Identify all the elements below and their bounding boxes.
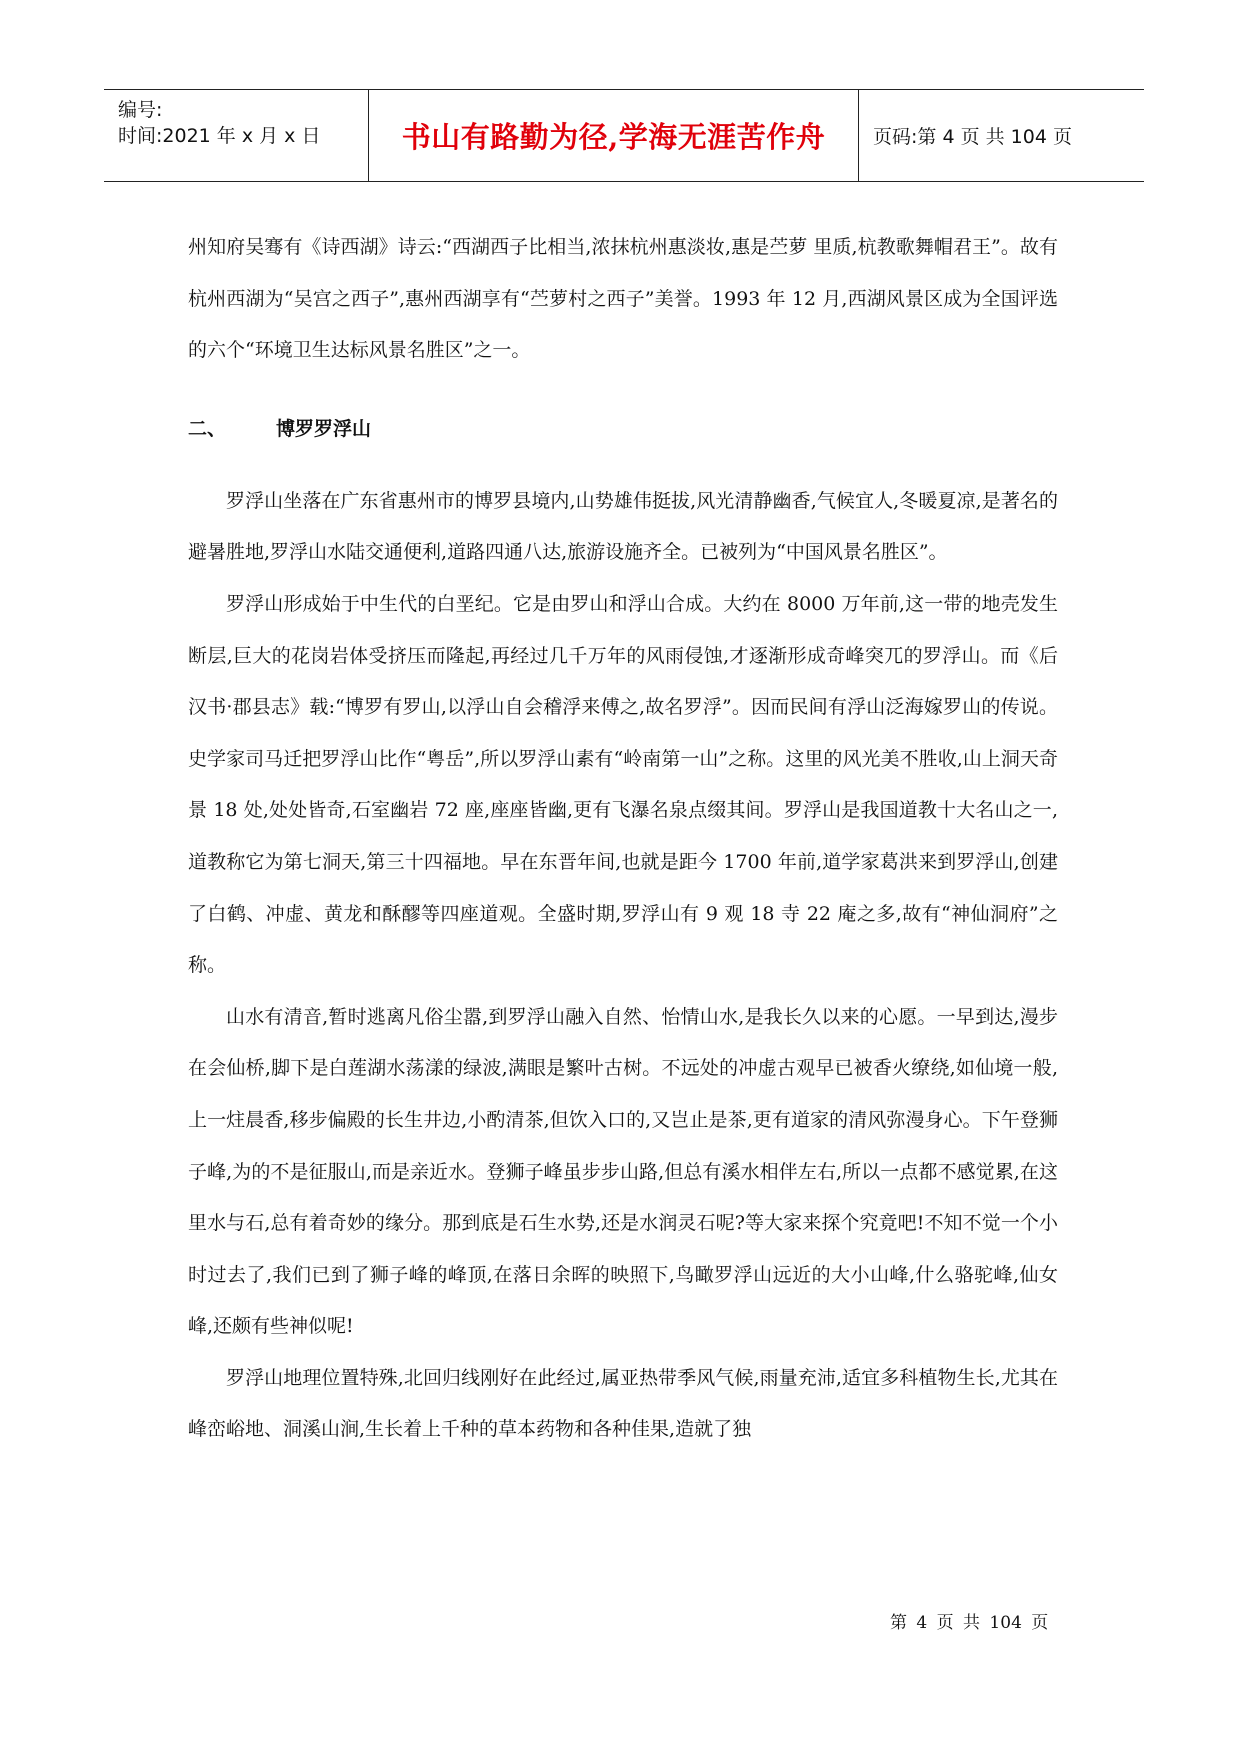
page-header xyxy=(104,89,1144,182)
header-info-cell xyxy=(104,90,369,181)
section-number: 二、 xyxy=(188,418,227,441)
header-page-label: 页码:第 4 页 共 104 页 xyxy=(873,126,1072,148)
page-footer: 第 4 页 共 104 页 xyxy=(890,1613,1049,1633)
section-heading xyxy=(188,385,1058,476)
document-number-label: 编号: xyxy=(118,99,163,121)
paragraph: 罗浮山地理位置特殊,北回归线刚好在此经过,属亚热带季风气候,雨量充沛,适宜多科植物生长,尤其在峰峦峪地、洞溪山涧,生长着上千种的草本药物和各种佳果,造就了独 xyxy=(188,1366,1058,1441)
document-time-label: 时间:2021 年 x 月 x 日 xyxy=(118,125,321,147)
paragraph-continued: 州知府吴骞有《诗西湖》诗云:“西湖西子比相当,浓抹杭州惠淡妆,惠是苎萝 里质,杭教歌舞帽君王”。故有杭州西湖为“吴宫之西子”,惠州西湖享有“苎萝村之西子”美誉。1993 年 12 月,西湖风景区成为全国评选的六个“环境卫生达标风景名胜区”之一。 xyxy=(188,236,1058,362)
section-title: 博罗罗浮山 xyxy=(276,418,372,441)
paragraph: 罗浮山形成始于中生代的白垩纪。它是由罗山和浮山合成。大约在 8000 万年前,这一带的地壳发生断层,巨大的花岗岩体受挤压而隆起,再经过几千万年的风雨侵蚀,才逐渐形成奇峰突兀的罗浮山。而《后汉书·郡县志》载:“博罗有罗山,以浮山自会稽浮来傅之,故名罗浮”。因而民间有浮山泛海嫁罗山的传说。史学家司马迁把罗浮山比作“粤岳”,所以罗浮山素有“岭南第一山”之称。这里的风光美不胜收,山上洞天奇景 18 处,处处皆奇,石室幽岩 72 座,座座皆幽,更有飞瀑名泉点缀其间。罗浮山是我国道教十大名山之一,道教称它为第七洞天,第三十四福地。早在东晋年间,也就是距今 1700 年前,道学家葛洪来到罗浮山,创建了白鹤、冲虚、黄龙和酥醪等四座道观。全盛时期,罗浮山有 9 观 18 寺 22 庵之多,故有“神仙洞府”之称。 xyxy=(188,592,1058,977)
document-body xyxy=(188,222,1058,1456)
header-motto: 书山有路勤为径,学海无涯苦作舟 xyxy=(401,120,826,154)
header-page-cell xyxy=(859,90,1144,181)
paragraph: 山水有清音,暂时逃离凡俗尘嚣,到罗浮山融入自然、怡情山水,是我长久以来的心愿。一早到达,漫步在会仙桥,脚下是白莲湖水荡漾的绿波,满眼是繁叶古树。不远处的冲虚古观早已被香火缭绕,如仙境一般,上一炷晨香,移步偏殿的长生井边,小酌清茶,但饮入口的,又岂止是茶,更有道家的清风弥漫身心。下午登狮子峰,为的不是征服山,而是亲近水。登狮子峰虽步步山路,但总有溪水相伴左右,所以一点都不感觉累,在这里水与石,总有着奇妙的缘分。那到底是石生水势,还是水润灵石呢?等大家来探个究竟吧!不知不觉一个小时过去了,我们已到了狮子峰的峰顶,在落日余晖的映照下,鸟瞰罗浮山远近的大小山峰,什么骆驼峰,仙女峰,还颇有些神似呢! xyxy=(188,1005,1058,1338)
paragraph: 罗浮山坐落在广东省惠州市的博罗县境内,山势雄伟挺拔,风光清静幽香,气候宜人,冬暖夏凉,是著名的避暑胜地,罗浮山水陆交通便利,道路四通八达,旅游设施齐全。已被列为“中国风景名胜区”。 xyxy=(188,489,1058,564)
header-motto-cell xyxy=(369,90,859,181)
